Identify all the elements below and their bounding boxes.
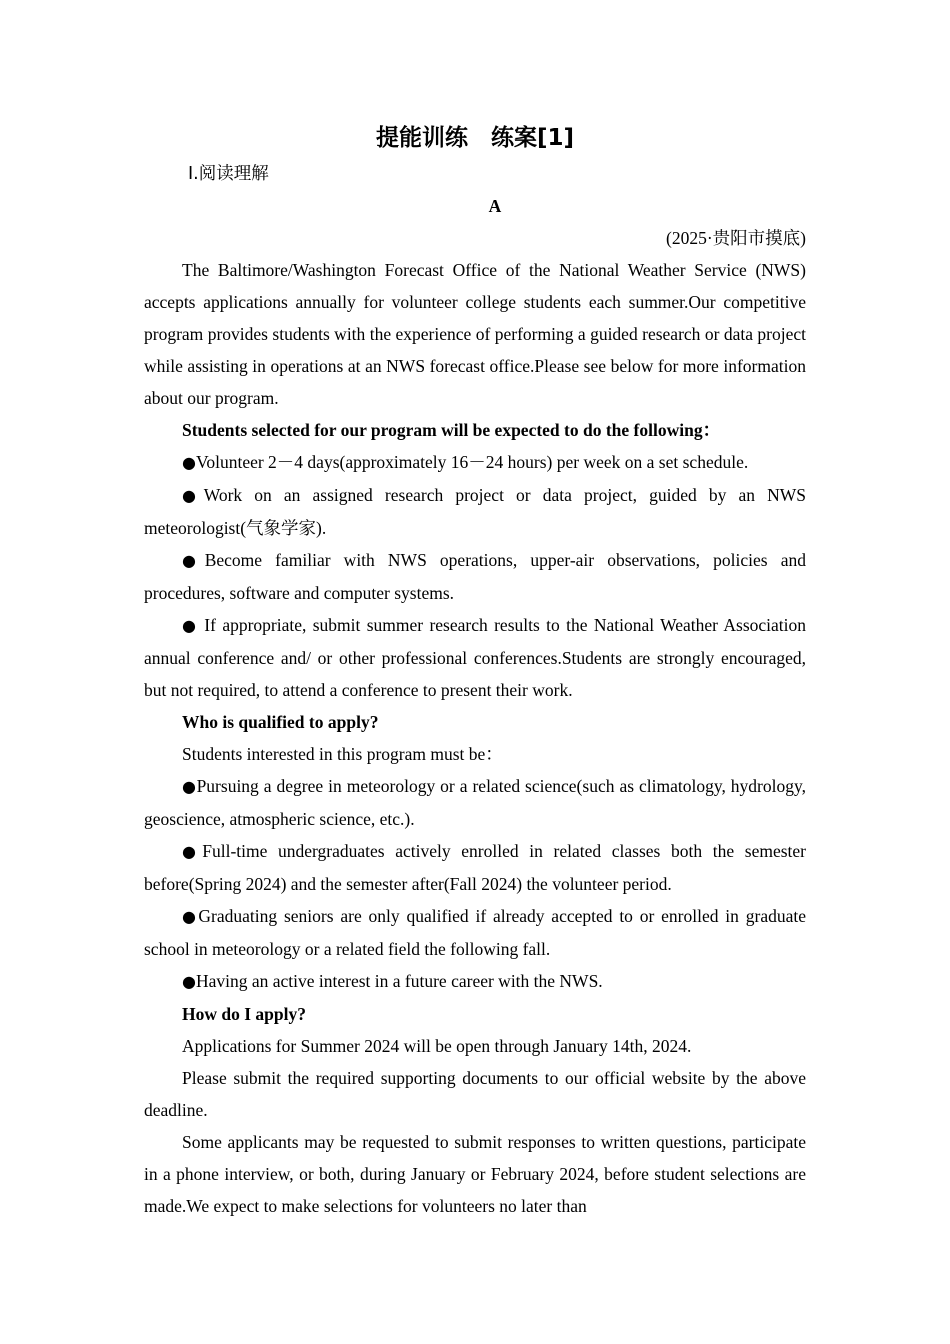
qualified-item: ● Graduating seniors are only qualified if already accepted to or enrolled in graduate school in meteorology or a related field the following fall. — [144, 900, 806, 965]
apply-heading: How do I apply? — [182, 1004, 306, 1024]
apply-paragraph: Applications for Summer 2024 will be open through January 14th, 2024. — [182, 1036, 692, 1056]
passage-letter: A — [488, 196, 502, 216]
expect-item: ● Volunteer 2－4 days(approximately 16－24 hours) per week on a set schedule. — [144, 446, 806, 479]
section-heading: Ⅰ.阅读理解 — [188, 164, 269, 184]
qualified-heading: Who is qualified to apply? — [182, 712, 379, 732]
document-page — [144, 118, 806, 1222]
page-title: 提能训练 练案[1] — [375, 125, 575, 151]
source-note: (2025·贵阳市摸底) — [666, 228, 806, 248]
apply-paragraph: Some applicants may be requested to submit responses to written questions, participate in a phone interview, or both, during January or February 2024, before student selections are made.We expect to make selections for volunteers no later than — [144, 1132, 806, 1216]
expect-item: ● Become familiar with NWS operations, upper-air observations, policies and procedures, software and computer systems. — [144, 544, 806, 609]
expect-item: ● Work on an assigned research project or data project, guided by an NWS meteorologist(气象学家). — [144, 479, 806, 544]
expect-item: ● If appropriate, submit summer research results to the National Weather Association annual conference and/ or other professional conferences.Students are strongly encouraged, but not required, to attend a conference to present their work. — [144, 609, 806, 706]
qualified-item: ● Pursuing a degree in meteorology or a related science(such as climatology, hydrology, geoscience, atmospheric science, etc.). — [144, 770, 806, 835]
intro-paragraph: The Baltimore/Washington Forecast Office of the National Weather Service (NWS) accepts applications annually for volunteer college students each summer.Our competitive program provides students with the experience of performing a guided research or data project while assisting in operations at an NWS forecast office.Please see below for more information about our program. — [144, 260, 806, 408]
qualified-intro: Students interested in this program must be： — [182, 744, 503, 764]
qualified-item: ● Full-time undergraduates actively enrolled in related classes both the semester before(Spring 2024) and the semester after(Fall 2024) the volunteer period. — [144, 835, 806, 900]
qualified-item: ● Having an active interest in a future career with the NWS. — [144, 965, 806, 998]
expect-heading: Students selected for our program will be expected to do the following： — [182, 420, 721, 440]
apply-paragraph: Please submit the required supporting documents to our official website by the above deadline. — [144, 1068, 806, 1120]
